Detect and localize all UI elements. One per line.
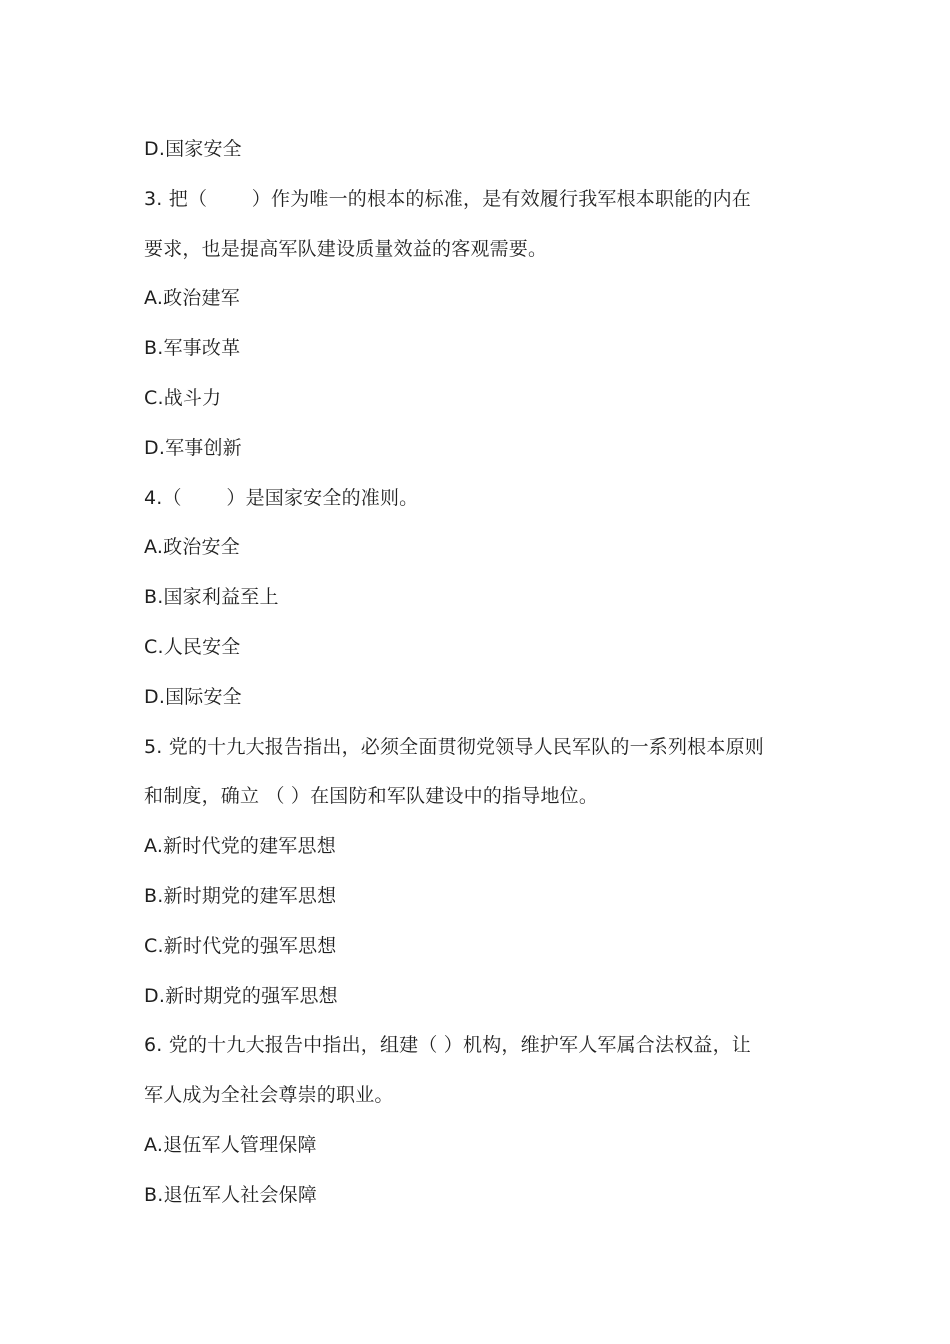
option-b-line: B.新时期党的建军思想 (144, 884, 337, 907)
question-text-block (144, 125, 814, 1221)
option-d-line: D.新时期党的强军思想 (144, 984, 338, 1007)
option-d-line: D.国际安全 (144, 685, 242, 708)
option-c-line: C.人民安全 (144, 635, 241, 658)
question-5-line-1: 5. 党的十九大报告指出，必须全面贯彻党领导人民军队的一系列根本原则 (144, 735, 764, 758)
option-d-line: D.军事创新 (144, 436, 242, 459)
option-a-line: A.退伍军人管理保障 (144, 1133, 317, 1156)
option-c-line: C.新时代党的强军思想 (144, 934, 337, 957)
question-4-line: 4.（ ）是国家安全的准则。 (144, 486, 419, 509)
option-a-line: A.政治安全 (144, 536, 240, 559)
option-b-line: B.军事改革 (144, 337, 241, 360)
question-6-line-2: 军人成为全社会尊崇的职业。 (144, 1084, 394, 1107)
option-b-line: B.退伍军人社会保障 (144, 1183, 318, 1206)
question-3-line-2: 要求，也是提高军队建设质量效益的客观需要。 (144, 237, 548, 260)
question-5-line-2: 和制度，确立 （ ）在国防和军队建设中的指导地位。 (144, 785, 599, 808)
question-3-line-1: 3. 把（ ）作为唯一的根本的标准，是有效履行我军根本职能的内在 (144, 187, 752, 210)
option-b-line: B.国家利益至上 (144, 586, 279, 609)
question-6-line-1: 6. 党的十九大报告中指出，组建（ ）机构，维护军人军属合法权益，让 (144, 1034, 752, 1057)
option-a-line: A.政治建军 (144, 287, 240, 310)
option-a-line: A.新时代党的建军思想 (144, 835, 336, 858)
option-c-line: C.战斗力 (144, 386, 222, 409)
option-d-line: D.国家安全 (144, 138, 242, 160)
